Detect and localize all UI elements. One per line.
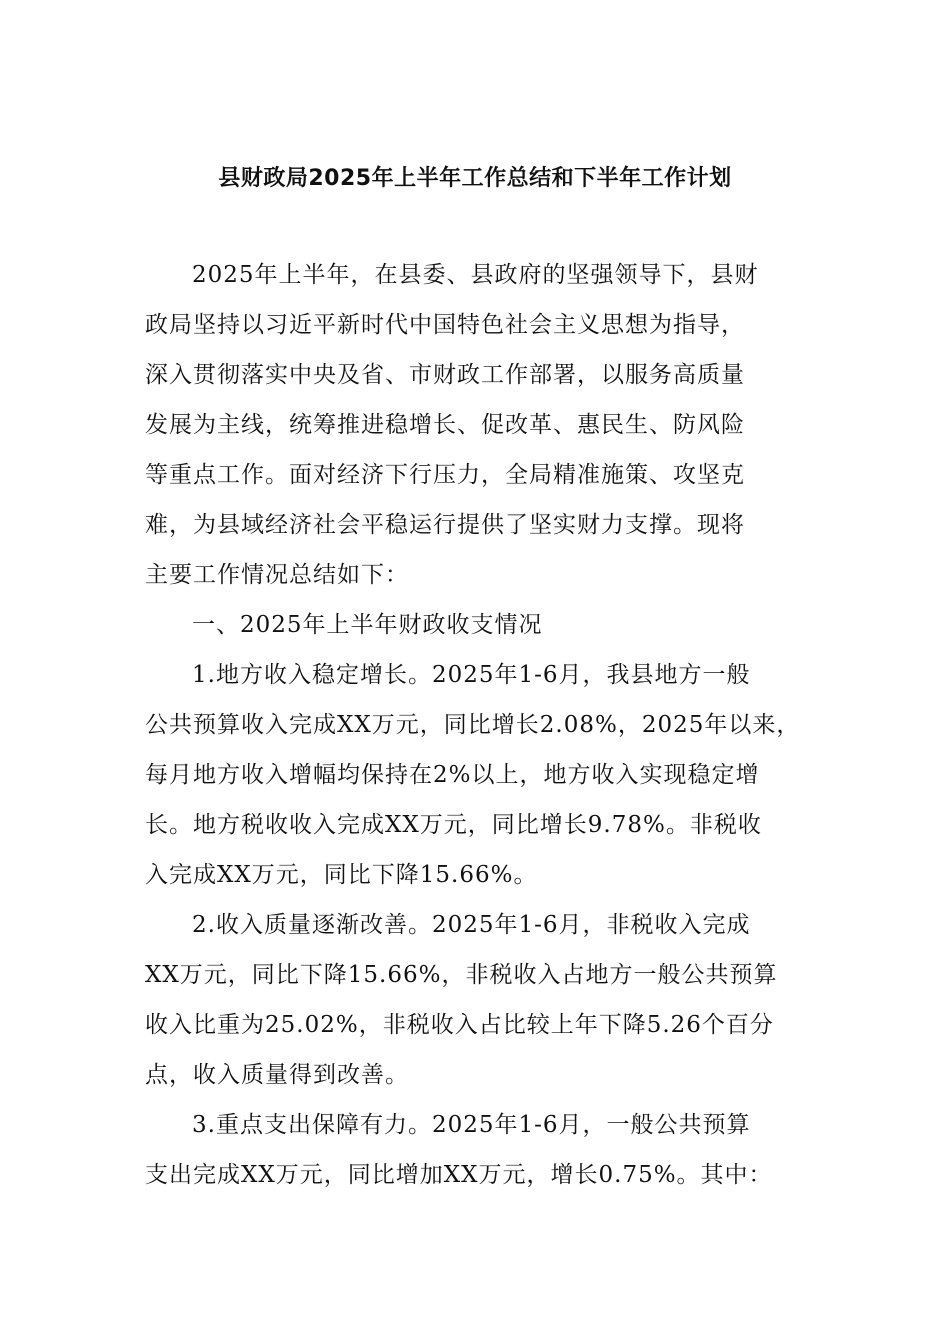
body-line: 政局坚持以习近平新时代中国特色社会主义思想为指导，	[145, 312, 745, 338]
body-line: 公共预算收入完成XX万元，同比增长2.08%，2025年以来，	[145, 712, 801, 738]
document-body	[145, 250, 825, 1200]
body-line: 发展为主线，统筹推进稳增长、促改革、惠民生、防风险	[145, 412, 745, 438]
body-line: 3.重点支出保障有力。2025年1-6月，一般公共预算	[192, 1112, 751, 1138]
body-line: 支出完成XX万元，同比增加XX万元，增长0.75%。其中：	[145, 1162, 773, 1188]
body-line: 点，收入质量得到改善。	[145, 1062, 409, 1088]
body-line: 主要工作情况总结如下：	[145, 562, 409, 588]
body-line: 难，为县域经济社会平稳运行提供了坚实财力支撑。现将	[145, 512, 745, 538]
body-line: 一、2025年上半年财政收支情况	[192, 612, 543, 638]
body-line: 2.收入质量逐渐改善。2025年1-6月，非税收入完成	[192, 912, 751, 938]
body-line: 入完成XX万元，同比下降15.66%。	[145, 862, 538, 888]
body-line: 1.地方收入稳定增长。2025年1-6月，我县地方一般	[192, 662, 751, 688]
body-line: 每月地方收入增幅均保持在2%以上，地方收入实现稳定增	[145, 762, 760, 788]
body-line: 2025年上半年，在县委、县政府的坚强领导下，县财	[192, 262, 759, 288]
body-line: 深入贯彻落实中央及省、市财政工作部署，以服务高质量	[145, 362, 745, 388]
body-line: 长。地方税收收入完成XX万元，同比增长9.78%。非税收	[145, 812, 762, 838]
body-line: 等重点工作。面对经济下行压力，全局精准施策、攻坚克	[145, 462, 745, 488]
document-title: 县财政局2025年上半年工作总结和下半年工作计划	[218, 166, 732, 191]
body-line: XX万元，同比下降15.66%，非税收入占地方一般公共预算	[145, 962, 778, 988]
body-line: 收入比重为25.02%，非税收入占比较上年下降5.26个百分	[145, 1012, 774, 1038]
